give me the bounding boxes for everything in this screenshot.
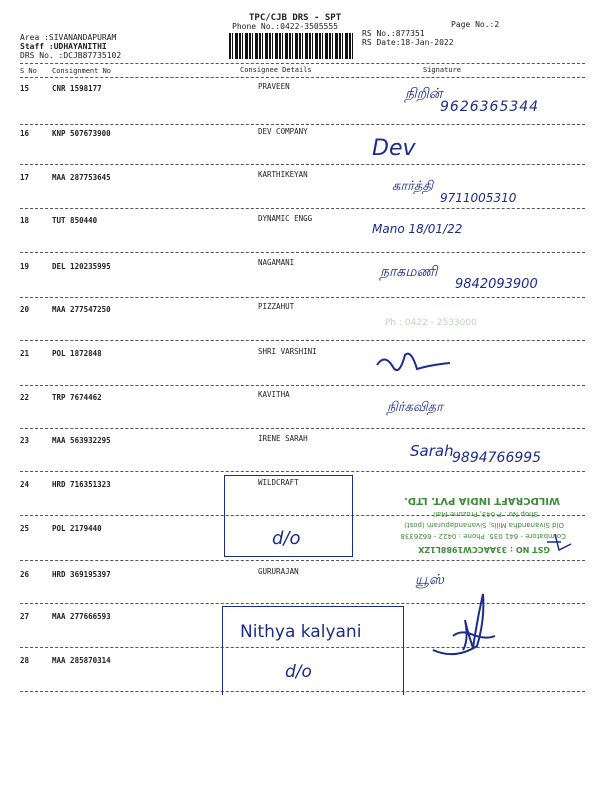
header-divider-top [20, 63, 585, 64]
drs-label: DRS No. : [20, 51, 64, 60]
row-sno: 21 [20, 349, 30, 358]
row-consignment: DEL 120235995 [52, 262, 111, 271]
row-sno: 18 [20, 216, 30, 225]
row-consignment: MAA 277666593 [52, 612, 111, 621]
row-consignee: KAVITHA [258, 390, 290, 399]
handwritten-phone: 9894766995 [452, 450, 542, 466]
handwritten-signature: Dev [372, 136, 416, 161]
signature-scribble [425, 590, 500, 670]
col-consignment: Consignment No [52, 67, 112, 75]
barcode [229, 33, 354, 59]
row-consignment: POL 1872848 [52, 349, 102, 358]
stamp-gst: GST NO : 33AACCW1988L1ZX [418, 545, 550, 554]
row-sno: 16 [20, 129, 30, 138]
row-divider [20, 252, 585, 253]
handwritten-note: d/o [272, 528, 301, 549]
row-consignee: NAGAMANI [258, 258, 295, 267]
row-consignment: MAA 563932295 [52, 436, 111, 445]
row-sno: 19 [20, 262, 30, 271]
row-divider [20, 560, 585, 561]
row-consignee: DYNAMIC ENGG [258, 214, 313, 223]
row-sno: 27 [20, 612, 30, 621]
row-divider [20, 208, 585, 209]
row-consignment: POL 2179440 [52, 524, 102, 533]
row-consignee: DEV COMPANY [258, 127, 308, 136]
document-title: TPC/CJB DRS - SPT [249, 13, 342, 23]
rs-date: RS Date:18-Jan-2022 [362, 38, 454, 47]
row-consignment: MAA 285870314 [52, 656, 111, 665]
row-consignee: PRAVEEN [258, 82, 290, 91]
phone-number: Phone No.:0422-3505555 [232, 22, 338, 31]
row-divider [20, 124, 585, 125]
handwritten-signature: Sarah [410, 442, 454, 460]
wildcraft-stamp [375, 478, 570, 556]
stamp-line: Shop No : F-043, Prozone Mall [433, 510, 538, 518]
row-sno: 24 [20, 480, 30, 489]
row-divider [20, 164, 585, 165]
header-divider-bottom [20, 77, 585, 78]
handwritten-signature: கார்த்தி [392, 179, 434, 194]
row-consignment: KNP 507673900 [52, 129, 111, 138]
row-divider [20, 297, 585, 298]
row-consignee: GURURAJAN [258, 567, 299, 576]
row-consignment: CNR 1598177 [52, 84, 102, 93]
handwritten-box [222, 606, 404, 695]
row-divider [20, 471, 585, 472]
row-sno: 23 [20, 436, 30, 445]
staff-value: UDHAYANITHI [53, 42, 107, 51]
col-sno: S No [20, 67, 37, 75]
stamp-line: Old Sivanandha Mills, Sivanandapuram (post) [404, 521, 564, 529]
row-sno: 15 [20, 84, 30, 93]
handwritten-phone: 9842093900 [455, 277, 538, 292]
drs-row [20, 51, 121, 60]
handwritten-signature: Mano 18/01/22 [372, 222, 463, 236]
handwritten-phone: 9711005310 [440, 191, 517, 205]
handwritten-signature: நிர்கவிதா [387, 400, 443, 415]
row-consignment: TUT 850440 [52, 216, 98, 225]
row-consignee: WILDCRAFT [258, 478, 299, 487]
rs-number: RS No.:877351 [362, 29, 425, 38]
pizzahut-stamp: Ph : 0422 - 2533000 [385, 318, 477, 328]
row-sno: 28 [20, 656, 30, 665]
area-row [20, 33, 116, 42]
row-divider [20, 603, 585, 604]
row-sno: 22 [20, 393, 30, 402]
area-label: Area : [20, 33, 49, 42]
row-sno: 25 [20, 524, 30, 533]
row-sno: 17 [20, 173, 30, 182]
row-divider [20, 340, 585, 341]
stamp-line: Coimbatore - 641 035. Phone : 0422 - 6626338 [400, 532, 566, 540]
drs-value: DCJB87735102 [63, 51, 122, 60]
row-sno: 26 [20, 570, 30, 579]
col-consignee: Consignee Details [240, 66, 312, 74]
signature-scribble [375, 345, 455, 380]
row-consignee: IRENE SARAH [258, 434, 308, 443]
row-consignee: SHRI VARSHINI [258, 347, 317, 356]
row-consignment: TRP 7674462 [52, 393, 102, 402]
row-consignment: HRD 716351323 [52, 480, 111, 489]
col-signature: Signature [423, 66, 461, 74]
handwritten-signature: யூஸ் [415, 572, 444, 588]
row-consignment: HRD 369195397 [52, 570, 111, 579]
stamp-company: WILDCRAFT INDIA PVT. LTD. [404, 495, 560, 506]
handwritten-signature: நிறின் [405, 86, 443, 102]
row-sno: 20 [20, 305, 30, 314]
row-divider [20, 385, 585, 386]
staff-row [20, 42, 107, 51]
row-consignee: KARTHIKEYAN [258, 170, 308, 179]
handwritten-phone: 9626365344 [440, 99, 540, 115]
handwritten-note: Nithya kalyani [240, 622, 362, 642]
area-value: SIVANANDAPURAM [48, 33, 117, 42]
row-consignment: MAA 287753645 [52, 173, 111, 182]
row-consignment: MAA 277547250 [52, 305, 111, 314]
row-divider [20, 428, 585, 429]
row-consignee: PIZZAHUT [258, 302, 295, 311]
handwritten-note: d/o [285, 662, 312, 682]
staff-label: Staff : [20, 42, 54, 51]
page-number: Page No.:2 [451, 20, 500, 29]
handwritten-signature: நாகமணி [380, 264, 438, 280]
signature-mark [545, 530, 575, 555]
